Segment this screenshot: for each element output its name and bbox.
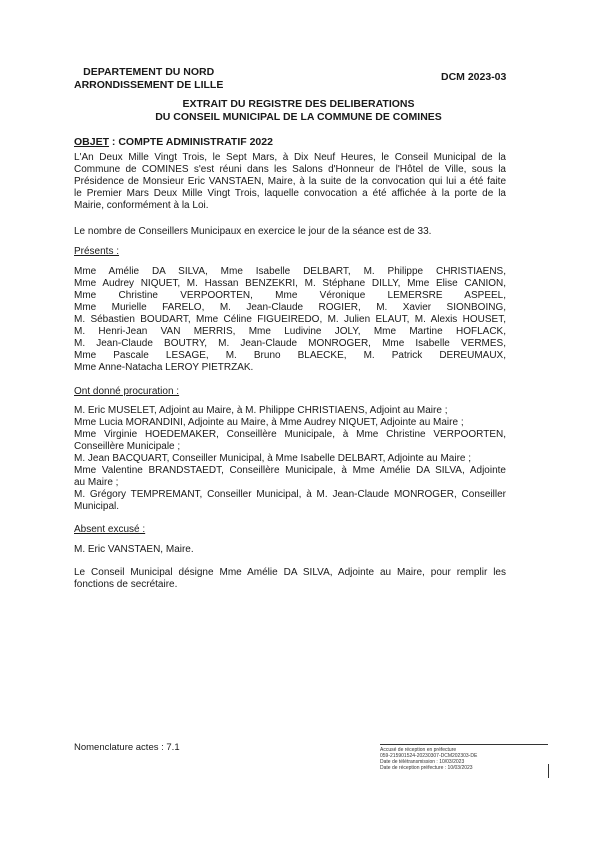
procuration-line: Mme Valentine BRANDSTAEDT, Conseillère Municipale, à Mme Amélie DA SILVA, Adjointe bbox=[74, 465, 506, 476]
secretary-paragraph bbox=[74, 567, 506, 591]
stamp-line: Date de télétransmission : 10/03/2023 bbox=[380, 759, 465, 765]
presents-line: Mme Amélie DA SILVA, Mme Isabelle DELBART, M. Philippe CHRISTIAENS, bbox=[74, 266, 506, 277]
procuration-line: Mme Lucia MORANDINI, Adjointe au Maire, à Mme Audrey NIQUET, Adjointe au Maire ; bbox=[74, 417, 464, 428]
intro-line: Présidence de Monsieur Eric VANSTAEN, Maire, à la suite de la convocation qui lui a été faite bbox=[74, 176, 506, 187]
intro-line: le Premier Mars Deux Mille Vingt Trois, laquelle convocation a été affichée à la porte de la bbox=[74, 188, 506, 199]
margin-mark bbox=[548, 764, 549, 778]
intro-line: L'An Deux Mille Vingt Trois, le Sept Mars, à Dix Neuf Heures, le Conseil Municipal de la bbox=[74, 152, 506, 163]
procuration-line: M. Jean BACQUART, Conseiller Municipal, à Mme Isabelle DELBART, Adjointe au Maire ; bbox=[74, 453, 472, 464]
presents-line: Mme Murielle FARELO, M. Jean-Claude ROGIER, M. Xavier SIONBOING, bbox=[74, 302, 506, 313]
presents-line: M. Henri-Jean VAN MERRIS, Mme Ludivine JOLY, Mme Martine HOFLACK, bbox=[74, 326, 506, 337]
secretary-line: fonctions de secrétaire. bbox=[74, 579, 178, 590]
procuration-line: Conseillère Municipale ; bbox=[74, 441, 181, 452]
procuration-line: Municipal. bbox=[74, 501, 120, 512]
title-line-2: DU CONSEIL MUNICIPAL DE LA COMMUNE DE COMINES bbox=[155, 111, 442, 123]
presents-line: Mme Christine VERPOORTEN, Mme Véronique LEMERSRE ASPEEL, bbox=[74, 290, 506, 301]
nomenclature-code: Nomenclature actes : 7.1 bbox=[74, 742, 180, 753]
presents-line: Mme Pascale LESAGE, M. Bruno BLAECKE, M. Patrick DEREUMAUX, bbox=[74, 350, 506, 361]
procuration-line: au Maire ; bbox=[74, 477, 119, 488]
document-title bbox=[74, 98, 523, 124]
stamp-line: Date de réception préfecture : 10/03/2023 bbox=[380, 765, 473, 771]
prefecture-receipt-stamp bbox=[380, 744, 548, 771]
absent-text: M. Eric VANSTAEN, Maire. bbox=[74, 544, 194, 555]
absent-heading: Absent excusé : bbox=[74, 524, 146, 535]
arrondissement-name: ARRONDISSEMENT DE LILLE bbox=[74, 79, 224, 91]
intro-line: Commune de COMINES s'est réuni dans les Salons d'Honneur de l'Hôtel de Ville, sous la bbox=[74, 164, 506, 175]
procuration-list bbox=[74, 405, 506, 513]
intro-line: Mairie, conformément à la Loi. bbox=[74, 200, 209, 211]
procuration-line: M. Eric MUSELET, Adjoint au Maire, à M. Philippe CHRISTIAENS, Adjoint au Maire ; bbox=[74, 405, 448, 416]
presents-line: M. Jean-Claude BOUTRY, M. Jean-Claude MONROGER, Mme Isabelle VERMES, bbox=[74, 338, 506, 349]
stamp-line: 059-215901524-20230307-DCM202303-DE bbox=[380, 753, 478, 759]
subject-label: OBJET bbox=[74, 136, 110, 148]
stamp-line: Accusé de réception en préfecture bbox=[380, 747, 457, 753]
department-header bbox=[74, 66, 223, 92]
procuration-line: Mme Virginie HOEDEMAKER, Conseillère Municipale, à Mme Christine VERPOORTEN, bbox=[74, 429, 506, 440]
procuration-heading: Ont donné procuration : bbox=[74, 386, 180, 397]
subject-text: : COMPTE ADMINISTRATIF 2022 bbox=[109, 136, 273, 148]
title-line-1: EXTRAIT DU REGISTRE DES DELIBERATIONS bbox=[182, 98, 415, 110]
presents-line: Mme Audrey NIQUET, M. Hassan BENZEKRI, M. Stéphane DILLY, Mme Elise CANION, bbox=[74, 278, 506, 289]
procuration-line: M. Grégory TEMPREMANT, Conseiller Municipal, à M. Jean-Claude MONROGER, Conseiller bbox=[74, 489, 506, 500]
department-name: DEPARTEMENT DU NORD bbox=[83, 66, 215, 78]
presents-line: Mme Anne-Natacha LEROY PIETRZAK. bbox=[74, 362, 254, 373]
secretary-line: Le Conseil Municipal désigne Mme Amélie DA SILVA, Adjointe au Maire, pour remplir les bbox=[74, 567, 506, 578]
presents-list bbox=[74, 266, 506, 374]
presents-line: M. Sébastien BOUDART, Mme Céline FIGUEIREDO, M. Julien ELAUT, M. Alexis HOUSET, bbox=[74, 314, 506, 325]
presents-heading: Présents : bbox=[74, 246, 120, 257]
intro-paragraph bbox=[74, 152, 506, 212]
subject-line bbox=[74, 136, 273, 148]
deliberation-reference: DCM 2023-03 bbox=[441, 71, 507, 83]
council-count: Le nombre de Conseillers Municipaux en exercice le jour de la séance est de 33. bbox=[74, 226, 432, 237]
